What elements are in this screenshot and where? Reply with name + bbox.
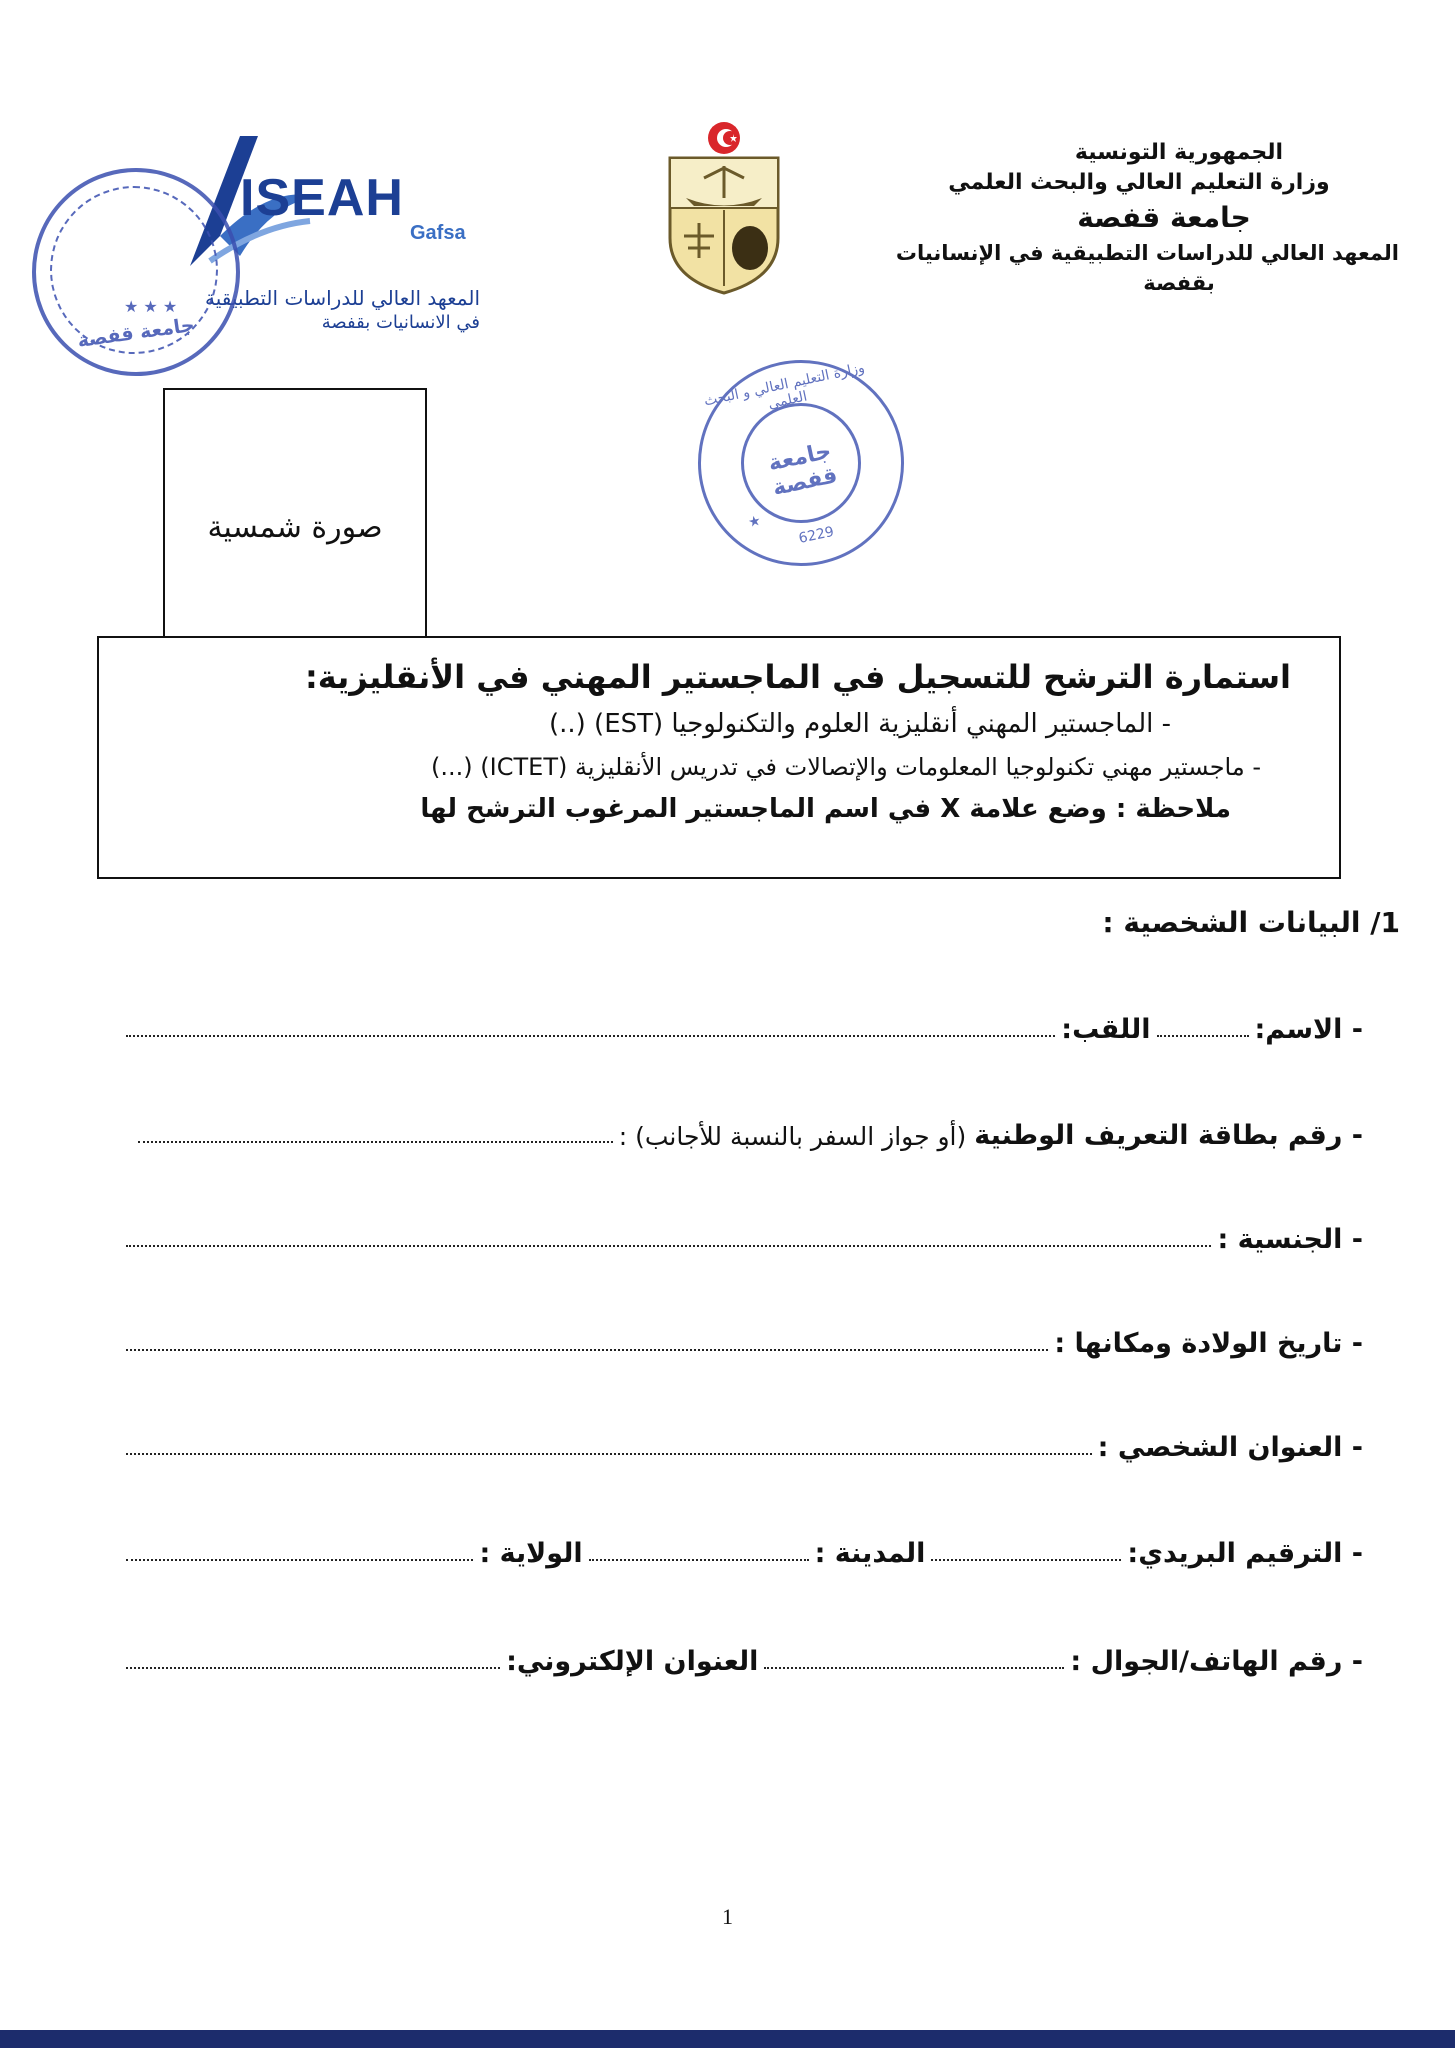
address-row [120, 1432, 1363, 1463]
first-name-label: - الاسم: [1254, 1014, 1363, 1045]
state-label: الولاية : [479, 1538, 583, 1569]
logo-name: ISEAH [240, 169, 404, 227]
id-number-field[interactable] [138, 1141, 613, 1143]
name-row [120, 1014, 1363, 1045]
star-icon: ★ ★ ★ [124, 297, 178, 316]
nationality-field[interactable] [126, 1245, 1211, 1247]
state-field[interactable] [126, 1559, 473, 1561]
phone-label: - رقم الهاتف/الجوال : [1070, 1646, 1363, 1677]
header-city: بقفصة [1143, 271, 1215, 295]
birth-label: - تاريخ الولادة ومكانها : [1054, 1328, 1363, 1359]
university-stamp-code: 6229 [797, 523, 836, 547]
institute-stamp-text: جامعة قفصة [76, 313, 196, 353]
university-stamp-outer-text: وزارة التعليم العالي و البحث العلمي [702, 359, 867, 413]
iseah-logo [30, 118, 490, 408]
address-field[interactable] [126, 1453, 1092, 1455]
header-institute: المعهد العالي للدراسات التطبيقية في الإنسانيات [895, 241, 1399, 265]
last-name-label: اللقب: [1061, 1014, 1151, 1045]
postal-code-field[interactable] [931, 1559, 1121, 1561]
header-university: جامعة قفصة [1077, 201, 1251, 234]
selection-note: ملاحظة : وضع علامة X في اسم الماجستير المرغوب الترشح لها [420, 794, 1231, 824]
address-label: - العنوان الشخصي : [1097, 1432, 1363, 1463]
birth-row [120, 1328, 1363, 1359]
id-row [120, 1120, 1363, 1151]
page-number: 1 [722, 1904, 733, 1929]
nationality-row [120, 1224, 1363, 1255]
postal-code-label: - الترقيم البريدي: [1127, 1538, 1363, 1569]
scan-edge-strip [0, 2030, 1455, 2048]
form-title: استمارة الترشح للتسجيل في الماجستير المهني في الأنقليزية: [305, 658, 1291, 696]
logo-subtitle-1: المعهد العالي للدراسات التطبيقية [205, 286, 480, 310]
logo-subtitle-2: في الانسانيات بقفصة [321, 312, 480, 333]
stamp-star-icon: ★ [746, 512, 763, 532]
institute-stamp [32, 168, 240, 376]
coat-of-arms-icon [664, 118, 784, 298]
institution-header [839, 138, 1399, 298]
nationality-label: - الجنسية : [1217, 1224, 1363, 1255]
email-label: العنوان الإلكتروني: [506, 1646, 759, 1677]
header-republic: الجمهورية التونسية [1074, 140, 1284, 165]
birth-field[interactable] [126, 1349, 1048, 1351]
email-field[interactable] [126, 1667, 500, 1669]
city-field[interactable] [589, 1559, 809, 1561]
university-stamp-inner-text: جامعة قفصة [766, 438, 840, 502]
photo-box-label: صورة شمسية [207, 510, 383, 545]
id-number-note: (أو جواز السفر بالنسبة للأجانب) : [618, 1122, 967, 1151]
photo-box [163, 388, 427, 638]
postal-row [120, 1538, 1363, 1569]
coat-of-arms [664, 118, 784, 298]
option-ictet: - ماجستير مهني تكنولوجيا المعلومات والإتصالات في تدريس الأنقليزية (ICTET) (...) [431, 753, 1261, 781]
last-name-field[interactable] [126, 1035, 1055, 1037]
header-ministry: وزارة التعليم العالي والبحث العلمي [948, 170, 1330, 195]
city-label: المدينة : [814, 1538, 926, 1569]
phone-field[interactable] [764, 1667, 1064, 1669]
contact-row [120, 1646, 1363, 1677]
section-personal-heading: 1/ البيانات الشخصية : [1102, 906, 1400, 939]
title-box [97, 636, 1341, 879]
option-est: - الماجستير المهني أنقليزية العلوم والتكنولوجيا (EST) (..) [548, 709, 1171, 739]
id-number-label: - رقم بطاقة التعريف الوطنية [974, 1120, 1363, 1151]
first-name-field[interactable] [1157, 1035, 1249, 1037]
logo-city: Gafsa [410, 222, 466, 244]
university-stamp [679, 341, 923, 585]
